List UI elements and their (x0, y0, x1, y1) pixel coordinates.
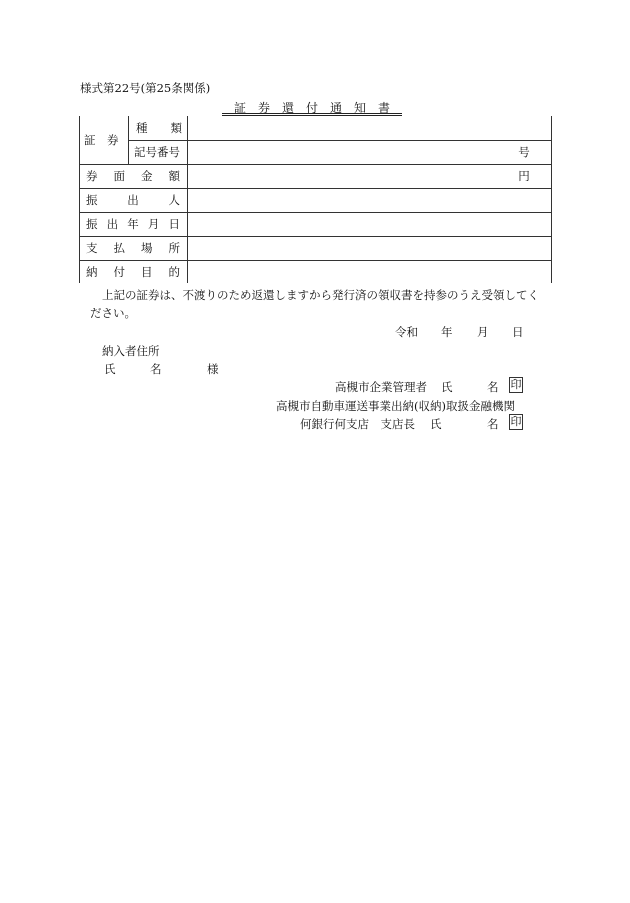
seal-box: 印 (510, 415, 522, 428)
payer-name-char2: 名 (150, 362, 162, 376)
issuer-name-char2: 名 (487, 380, 499, 394)
table-border-left (79, 116, 80, 283)
seal-mark (505, 414, 523, 430)
face-amount-label: 券 面 金 額 (86, 169, 180, 183)
branch-name-char2: 名 (487, 417, 499, 431)
payer-address-label: 納入者住所 (102, 344, 160, 358)
issuer-manager-title: 高槻市企業管理者 (335, 380, 427, 394)
document-title: 証 券 還 付 通 知 書 (233, 101, 390, 115)
table-divider (187, 116, 188, 283)
branch-name-char1: 氏 (430, 417, 442, 431)
notice-body-line1: 上記の証券は、不渡りのため返還しますから発行済の領収書を持参のうえ受領してく (102, 288, 539, 302)
form-number-label: 様式第22号(第25条関係) (80, 81, 211, 95)
payment-place-label: 支 払 場 所 (86, 241, 180, 255)
table-border-right (551, 116, 552, 283)
seal-mark (505, 377, 523, 393)
payer-honorific: 様 (207, 362, 219, 376)
branch-manager-title: 何銀行何支店 支店長 (300, 417, 415, 431)
yen-unit: 円 (518, 169, 530, 183)
securities-label: 証 券 (84, 133, 119, 147)
date-month: 月 (477, 325, 489, 339)
payment-purpose-label: 納 付 目 的 (86, 265, 180, 279)
issuer-bank-title: 高槻市自動車運送事業出納(収納)取扱金融機関 (276, 399, 515, 413)
date-era: 令和 (395, 325, 418, 339)
table-rule (128, 140, 552, 141)
type-label: 種 類 (136, 121, 182, 135)
notice-body-line2: ださい。 (90, 306, 136, 320)
title-underline (222, 113, 402, 114)
date-year: 年 (441, 325, 453, 339)
seal-box: 印 (510, 378, 522, 391)
date-day: 日 (512, 325, 524, 339)
number-unit: 号 (518, 145, 530, 159)
issue-date-label: 振 出 年 月 日 (86, 217, 180, 231)
issuer-name-char1: 氏 (441, 380, 453, 394)
serial-number-label: 記号番号 (134, 145, 180, 159)
title-underline (222, 115, 402, 116)
payer-name-char1: 氏 (104, 362, 116, 376)
drawer-label: 振 出 人 (86, 193, 180, 207)
